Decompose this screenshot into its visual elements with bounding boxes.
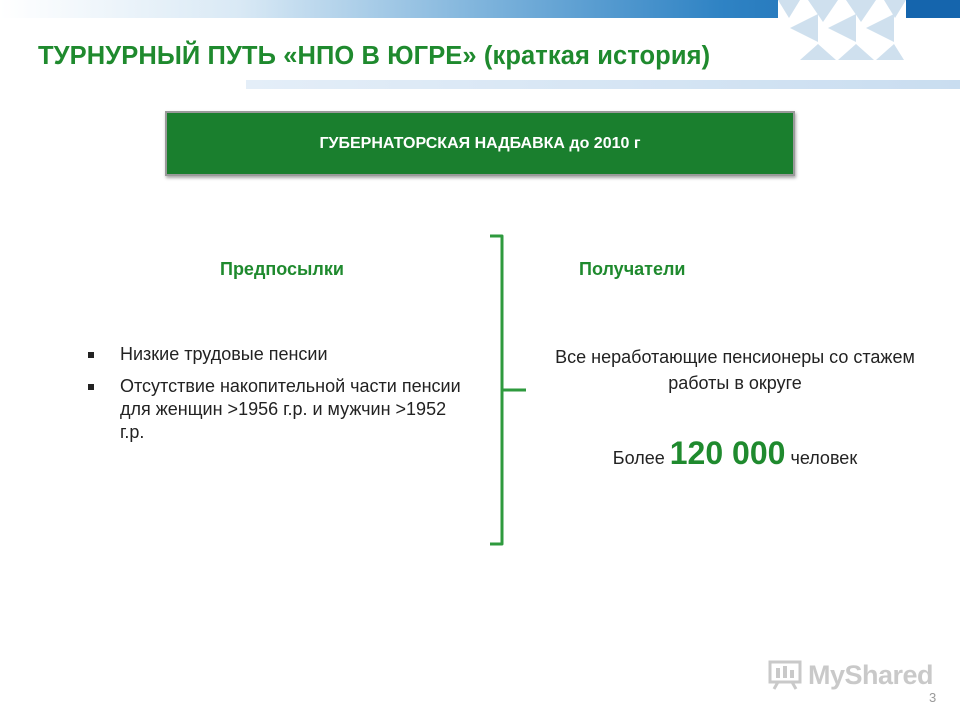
list-item [85,375,465,444]
snowflake-pattern-icon [778,0,960,66]
prerequisites-heading: Предпосылки [220,259,344,279]
list-item [85,343,465,366]
square-bullet-icon [88,352,94,358]
watermark [768,655,933,695]
title-underline [246,80,960,89]
page-number: 3 [929,690,937,705]
count-prefix: Более [612,448,665,468]
recipients-heading: Получатели [579,259,686,279]
count-value: 120 000 [669,435,786,471]
right-curly-brace-icon [488,230,528,550]
watermark-text: MyShared [808,659,934,690]
recipients-count [530,435,940,472]
banner-label: ГУБЕРНАТОРСКАЯ НАДБАВКА до 2010 г [319,134,641,152]
list-item-text: Отсутствие накопительной части пенсии для женщин >1956 г.р. и мужчин >1952 г.р. [120,376,461,442]
presentation-board-icon [768,660,802,690]
list-item-text: Низкие трудовые пенсии [120,344,328,364]
square-bullet-icon [88,384,94,390]
count-suffix: человек [790,448,858,468]
recipients-description: Все неработающие пенсионеры со стажем работы в округе [555,347,915,393]
page-title: ТУРНУРНЫЙ ПУТЬ «НПО В ЮГРЕ» (краткая история) [38,42,711,70]
prerequisites-list [85,343,465,453]
governor-bonus-banner [165,111,795,176]
